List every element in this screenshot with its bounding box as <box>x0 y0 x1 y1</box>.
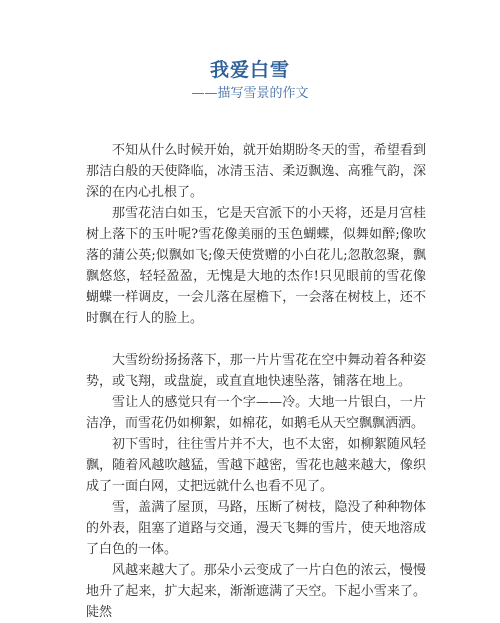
paragraph-1: 不知从什么时候开始，就开始期盼冬天的雪，希望看到那洁白般的天使降临，冰清玉洁、柔迈飘逸、高雅气韵，深深的在内心扎根了。 <box>86 143 426 200</box>
paragraph-5: 初下雪时，往往雪片并不大，也不太密，如柳絮随风轻飘，随着风越吹越猛，雪越下越密，雪花也越来越大，像织成了一面白网，丈把远就什么也看不见了。 <box>86 437 426 494</box>
paragraph-4: 雪让人的感觉只有一个字——冷。大地一片银白，一片洁净，而雪花仍如柳絮，如棉花，如鹅毛从天空飘飘洒洒。 <box>86 395 426 431</box>
paragraph-6: 雪，盖满了屋顶，马路，压断了树枝，隐没了种种物体的外表，阻塞了道路与交通，漫天飞舞的雪片，使天地溶成了白色的一体。 <box>86 500 426 557</box>
paragraph-2: 那雪花洁白如玉，它是天宫派下的小天将，还是月宫桂树上落下的玉叶呢?雪花像美丽的玉色蝴蝶，似舞如醉;像吹落的蒲公英;似飘如飞;像天使赏赠的小白花儿;忽散忽聚，飘飘悠悠，轻轻盈盈，无愧是大地的杰作!只见眼前的雪花像蝴蝶一样调皮，一会儿落在屋檐下，一会落在树枝上，还不时飘在行人的脸上。 <box>86 206 426 326</box>
article-title: 我爱白雪 <box>209 59 290 81</box>
paragraph-3: 大雪纷纷扬扬落下，那一片片雪花在空中舞动着各种姿势，或飞翔，或盘旋，或直直地快速坠落，铺落在地上。 <box>86 353 426 389</box>
article-subtitle: ——描写雪景的作文 <box>191 86 309 101</box>
article-body <box>86 140 426 623</box>
paragraph-7: 风越来越大了。那朵小云变成了一片白色的浓云，慢慢地升了起来，扩大起来，渐渐遮满了天空。下起小雪来了。陡然 <box>86 563 426 620</box>
